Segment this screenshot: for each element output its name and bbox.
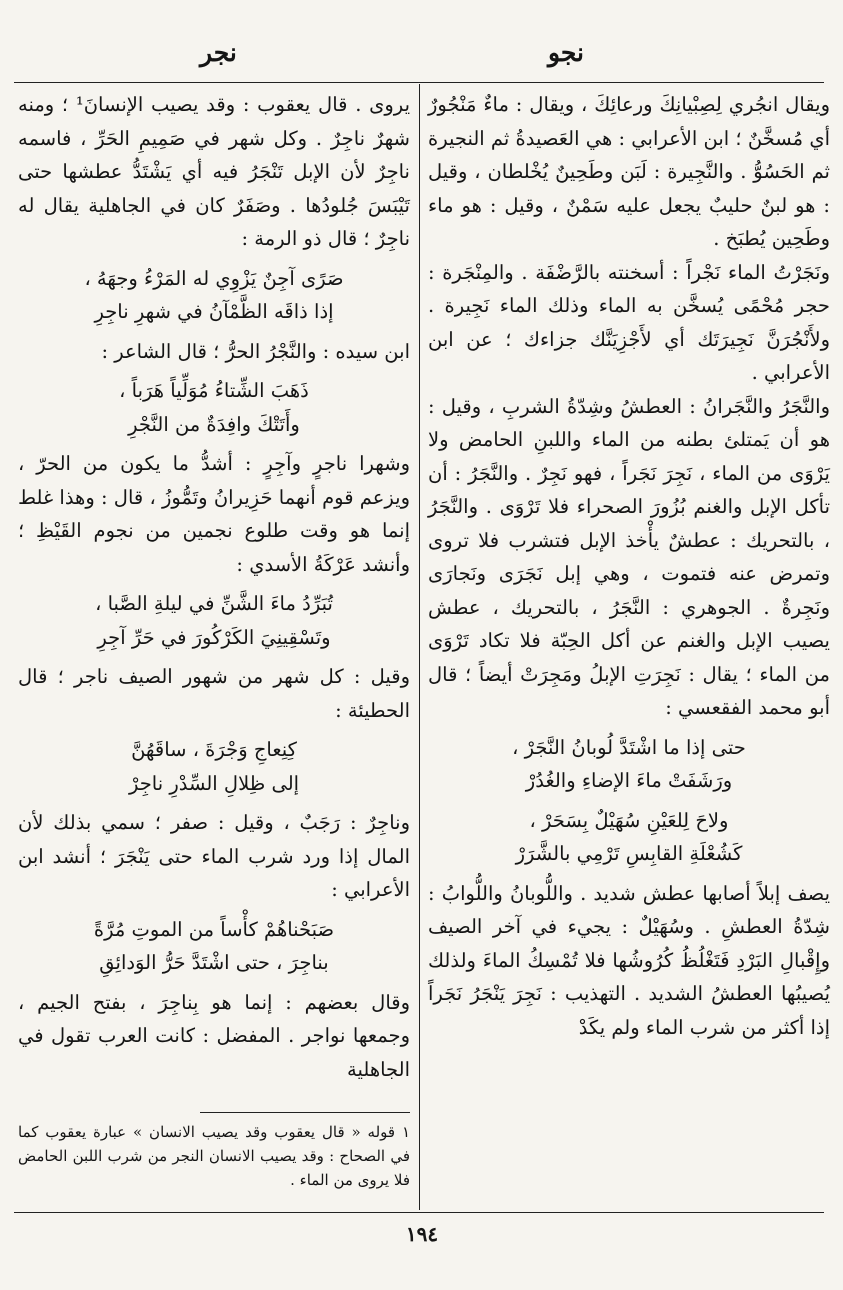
verse-line: ورَشَفَتْ ماءَ الإضاءِ والغُدُرْ xyxy=(525,769,733,792)
paragraph: ابن سيده : والنَّجْرُ الحرُّ ؛ قال الشاعر : xyxy=(101,339,410,363)
verse xyxy=(18,733,410,800)
verse-line: وأَتَتْكَ وافِدَةٌ من النَّجْرِ xyxy=(128,412,300,436)
verse xyxy=(18,587,410,654)
top-rule xyxy=(14,82,824,83)
verse-line: صَرًى آجِنٌ يَزْوِي له المَرْءُ وجهَهُ ، xyxy=(84,266,344,290)
verse-line: إذا ذاقَه الظَّمْآنُ في شهرِ ناجِرِ xyxy=(94,300,334,323)
verse-line: إلى ظِلالِ السِّدْرِ ناجِرْ xyxy=(128,771,300,795)
column-divider xyxy=(419,84,420,1210)
verse-line: حتى إذا ما اشْتَدَّ لُوبانُ النَّجَرْ ، xyxy=(512,735,746,759)
verse-line: وتَسْقِينِيَ الكَرْكُورَ في حَرِّ آجِرِ xyxy=(97,625,331,649)
left-column xyxy=(18,88,410,1086)
verse-line: بناجِرَ ، حتى اشْتَدَّ حَرُّ الوَدائِقِ xyxy=(99,951,329,974)
paragraph: وناجِرٌ : رَجَبٌ ، وقيل : صفر ؛ سمي بذلك لأن المال إذا ورد شرب الماء حتى يَنْجَرَ ؛ أنشد ابن الأعرابي : xyxy=(18,811,410,901)
verse xyxy=(18,262,410,329)
verse xyxy=(18,913,410,980)
verse-line: كَشُعْلَةِ القابِسِ تَرْمِي بالشَّرَرْ xyxy=(515,842,743,865)
footnote-rule xyxy=(200,1112,410,1113)
verse-line: ولاحَ لِلعَيْنِ سُهَيْلٌ بِسَحَرْ ، xyxy=(529,808,729,832)
running-header-right: نجو xyxy=(548,38,585,67)
running-header-left: نجر xyxy=(200,38,237,67)
paragraph: وقيل : كل شهر من شهور الصيف ناجر ؛ قال الحطيئة : xyxy=(18,665,410,722)
paragraph: ونَجَرْتُ الماء نَجْراً : أسخنته بالرَّضْفَة . والمِنْجَرة : حجر مُحْمًى يُسخَّن به الماء وذلك الماء نَجِيرة . ولأَنْجُرَنَّ نَجِيرَتَك أي لأَجْزِيَنَّك جزاءك ؛ عن ابن الأعرابي . xyxy=(428,260,830,384)
verse xyxy=(18,374,410,441)
paragraph: يروى . قال يعقوب : وقد يصيب الإنسانَ¹ ؛ ومنه شهرٌ ناجِرٌ . وكل شهر في صَمِيمِ الحَرِّ ، فاسمه ناجِرٌ لأن الإبل تَنْجَرُ فيه أي يَشْتَدُّ عطشها حتى تَيْبَسَ جُلودُها . وصَفَرٌ كان في الجاهلية يقال له ناجِرٌ ؛ قال ذو الرمة : xyxy=(18,93,410,250)
paragraph: وقال بعضهم : إنما هو بِناجِرَ ، بفتح الجيم ، وجمعها نواجر . المفضل : كانت العرب تقول في الجاهلية xyxy=(18,990,410,1081)
verse-line: تُبَرِّدُ ماءَ الشَّنِّ في ليلةِ الصَّبا ، xyxy=(95,592,333,615)
verse xyxy=(428,731,830,798)
footnote: ١ قوله « قال يعقوب وقد يصيب الانسان » عبارة يعقوب كما في الصحاح : وقد يصيب الانسان النجر من شرب اللبن الحامض فلا يروى من الماء . xyxy=(18,1123,410,1189)
paragraph: يصف إبلاً أصابها عطش شديد . واللُّوبانُ واللُّوابُ : شِدّةُ العطشِ . وسُهَيْلٌ : يجيء في آخر الصيف وإِقْبالِ البَرْدِ فَتَغْلُظُ كُرُوشُها فلا تُمْسِكُ الماءَ ولذلك يُصيبُها العطشُ الشديد . التهذيب : نَجِرَ يَنْجَرُ نَجَراً إذا أكثر من شرب الماء ولم يكَدْ xyxy=(428,881,830,1039)
paragraph: والنَّجَرُ والنَّجَرانُ : العطشُ وشِدّةُ الشربِ ، وقيل : هو أن يَمتلئ بطنه من الماء واللبنِ الحامض ولا يَرْوَى من الماء ، نَجِرَ نَجَراً ، فهو نَجِرٌ . والنَّجَرُ : أن تأكل الإبل والغنم بُزُورَ الصحراء فلا تَرْوَى . والنَّجَرُ ، بالتحريك : عطشٌ يأْخذ الإبل فتشرب فلا تروى وتمرض عنه فتموت ، وهي إبل نَجَرَى ونَجارَى ونَجِرةٌ . الجوهري : النَّجَرُ ، بالتحريك ، عطش يصيب الإبل والغنم عن أكل الحِبّة فلا تكاد تَرْوَى من الماء ؛ يقال : نَجِرَتِ الإبلُ ومَجِرَتْ أيضاً ؛ قال أبو محمد الفقعسي : xyxy=(428,394,830,719)
paragraph: ويقال انجُري لِصِبْيانِكَ ورعائِكَ ، ويقال : ماءٌ مَنْجُورٌ أي مُسخَّنٌ ؛ ابن الأعرابي : هي العَصيدةُ ثم النجيرة ثم الحَسُوُّ . والنَّجِيرة : لَبَن وطَحِينٌ يُخْلطان ، وقيل : هو لبنٌ حليبٌ يجعل عليه سَمْنٌ ، وقيل : هو ماء وطَحِين يُطبَخ . xyxy=(428,93,830,250)
verse-line: كِنِعاجِ وَجْرَةَ ، ساقَهُنَّ xyxy=(131,738,297,761)
verse-line: ذَهَبَ الشِّتاءُ مُوَلِّياً هَرَباً ، xyxy=(119,379,309,402)
page-number: ١٩٤ xyxy=(405,1222,439,1246)
verse-line: صَبَحْناهُمْ كأْساً من الموتِ مُرَّةً xyxy=(93,917,335,941)
verse xyxy=(428,804,830,871)
right-column xyxy=(428,88,830,1044)
paragraph: وشهرا ناجرٍ وآجِرٍ : أشدُّ ما يكون من الحرّ ، ويزعم قوم أنهما حَزِيرانُ وتَمُّوزُ ، قال : وهذا غلط إنما هو وقت طلوع نجمين من نجوم القَيْظِ ؛ وأنشد عَرْكَةُ الأسدي : xyxy=(18,452,410,576)
bottom-rule xyxy=(14,1212,824,1213)
